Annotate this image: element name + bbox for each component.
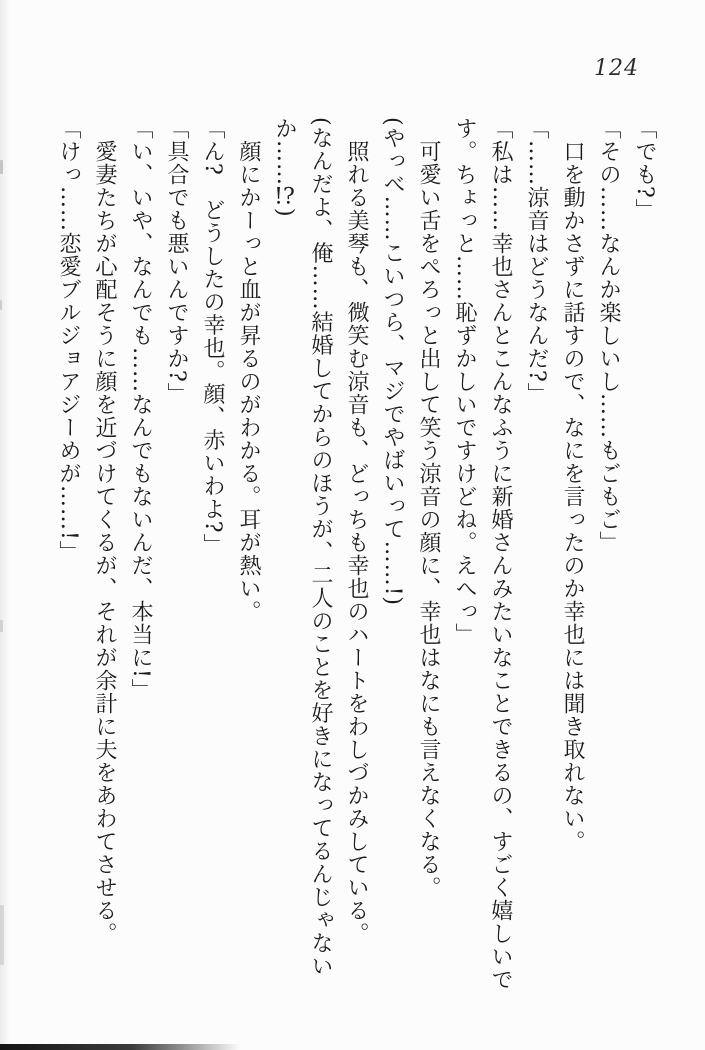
scan-bottom-smudge: [0, 1044, 240, 1050]
novel-paragraph: 「ん? どうしたの幸也。顔、赤いわよ?」: [200, 117, 225, 557]
scan-artifact: [0, 620, 3, 632]
novel-paragraph: 「その……なんか楽しいし……もごもご」: [596, 117, 621, 554]
novel-paragraph: 口を動かさずに話すので、なにを言ったのか幸也には聞き取れない。: [560, 140, 585, 853]
scan-artifact: [0, 160, 3, 174]
novel-paragraph: 「私は……幸也さんとこんなふうに新婚さんみたいなことできるの、すごく嬉しいです。ちょっと……恥ずかしいですけどね。えへっ」: [452, 117, 513, 991]
novel-paragraph: (やっべ……こいつら、マジでやばいって……!): [380, 117, 405, 607]
scan-edge-shadow: [0, 0, 10, 1050]
novel-paragraph: 愛妻たちが心配そうに顔を近づけてくるが、それが余計に夫をあわてさせる。: [92, 140, 117, 945]
novel-paragraph: 「けっ……恋愛ブルジョアジーめが……!」: [56, 117, 81, 564]
scan-artifact: [0, 300, 2, 310]
novel-paragraph: (なんだよ、俺……結婚してからのほうが、二人のことを好きになってるんじゃないか……!?): [272, 117, 333, 978]
novel-paragraph: 「でも?」: [632, 117, 657, 222]
novel-paragraph: 照れる美琴も、微笑む涼音も、どっちも幸也のハートをわしづかみしている。: [344, 140, 369, 945]
novel-paragraph: 「……涼音はどうなんだ?」: [524, 117, 549, 406]
novel-paragraph: 「い、いや、なんでも……なんでもないんだ、本当に!」: [128, 117, 153, 702]
page-number: 124: [594, 56, 639, 81]
novel-text-block: [50, 117, 662, 997]
novel-paragraph: 顔にかーっと血が昇るのがわかる。耳が熱い。: [236, 140, 261, 623]
novel-paragraph: 可愛い舌をぺろっと出して笑う涼音の顔に、幸也はなにも言えなくなる。: [416, 140, 441, 899]
scan-artifact: [0, 905, 4, 965]
novel-paragraph: 「具合でも悪いんですか?」: [164, 117, 189, 406]
